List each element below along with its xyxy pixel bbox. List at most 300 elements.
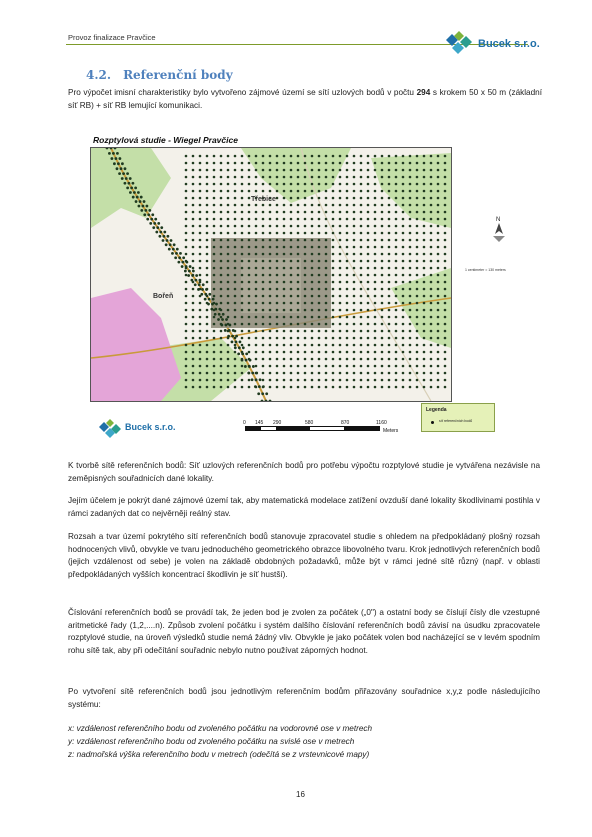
reference-point — [318, 253, 321, 256]
reference-point — [325, 302, 328, 305]
road-reference-point — [249, 359, 252, 362]
reference-point — [402, 204, 405, 207]
reference-point — [374, 379, 377, 382]
reference-point — [185, 281, 188, 284]
reference-point — [297, 330, 300, 333]
reference-point — [437, 379, 440, 382]
reference-point — [276, 190, 279, 193]
reference-point — [437, 372, 440, 375]
reference-point — [304, 365, 307, 368]
road-reference-point — [154, 218, 157, 221]
reference-point — [290, 274, 293, 277]
reference-point — [367, 197, 370, 200]
reference-point — [290, 365, 293, 368]
reference-point — [192, 316, 195, 319]
reference-point — [346, 260, 349, 263]
reference-point — [297, 295, 300, 298]
reference-point — [283, 302, 286, 305]
reference-point — [388, 330, 391, 333]
scale-segment — [309, 426, 345, 431]
reference-point — [416, 323, 419, 326]
reference-point — [199, 309, 202, 312]
reference-point — [206, 274, 209, 277]
reference-point — [444, 372, 447, 375]
road-reference-point — [144, 209, 147, 212]
reference-point — [248, 267, 251, 270]
reference-point — [185, 344, 188, 347]
road-reference-point — [231, 340, 234, 343]
reference-point — [346, 169, 349, 172]
reference-point — [262, 155, 265, 158]
reference-point — [262, 358, 265, 361]
reference-point — [402, 358, 405, 361]
reference-point — [416, 246, 419, 249]
reference-point — [269, 155, 272, 158]
reference-point — [199, 239, 202, 242]
reference-point — [199, 190, 202, 193]
road-reference-point — [221, 318, 224, 321]
reference-point — [360, 253, 363, 256]
road-reference-point — [214, 308, 217, 311]
reference-point — [297, 197, 300, 200]
reference-point — [346, 358, 349, 361]
reference-point — [241, 190, 244, 193]
coordinate-x: x: vzdálenost referenčního bodu od zvoleného počátku na vodorovné ose v metrech — [68, 724, 373, 733]
reference-point — [276, 183, 279, 186]
reference-point — [423, 358, 426, 361]
road-reference-point — [150, 218, 153, 221]
reference-point — [367, 302, 370, 305]
reference-point — [311, 372, 314, 375]
reference-point — [339, 197, 342, 200]
reference-point — [304, 358, 307, 361]
reference-point — [213, 372, 216, 375]
road-reference-point — [129, 177, 132, 180]
road-reference-point — [172, 248, 175, 251]
reference-point — [388, 309, 391, 312]
reference-point — [213, 246, 216, 249]
reference-point — [381, 386, 384, 389]
reference-point — [360, 197, 363, 200]
road-reference-point — [259, 378, 262, 381]
reference-point — [227, 155, 230, 158]
reference-point — [388, 365, 391, 368]
road-reference-point — [251, 372, 254, 375]
reference-point — [234, 197, 237, 200]
reference-point — [234, 281, 237, 284]
reference-point — [402, 197, 405, 200]
reference-point — [213, 344, 216, 347]
road-reference-point — [169, 243, 172, 246]
reference-point — [374, 295, 377, 298]
reference-point — [199, 246, 202, 249]
road-reference-point — [208, 293, 211, 296]
reference-point — [381, 337, 384, 340]
reference-point — [227, 211, 230, 214]
reference-point — [206, 218, 209, 221]
road-reference-point — [225, 318, 228, 321]
scale-tick: 1160 — [376, 420, 387, 426]
reference-point — [402, 316, 405, 319]
reference-point — [402, 211, 405, 214]
reference-point — [192, 330, 195, 333]
figure-logo-text: Bucek s.r.o. — [125, 422, 176, 432]
reference-point — [255, 267, 258, 270]
road-reference-point — [197, 288, 200, 291]
reference-point — [192, 337, 195, 340]
reference-point — [311, 344, 314, 347]
reference-point — [297, 211, 300, 214]
reference-point — [234, 316, 237, 319]
reference-point — [423, 344, 426, 347]
reference-point — [332, 344, 335, 347]
paragraph: Jejím účelem je pokrýt dané zájmové území tak, aby matematická modelace zatížení ovzduší dané lokality škodlivinami postihla v rámci zadaných dat co nejvěrněji reálný stav. — [68, 496, 540, 518]
reference-point — [213, 337, 216, 340]
reference-point — [367, 239, 370, 242]
reference-point — [346, 316, 349, 319]
reference-point — [409, 365, 412, 368]
reference-point — [318, 211, 321, 214]
road-reference-point — [247, 372, 250, 375]
reference-point — [437, 260, 440, 263]
reference-point — [185, 365, 188, 368]
reference-point — [283, 344, 286, 347]
reference-point — [262, 183, 265, 186]
road-reference-point — [178, 256, 181, 259]
road-reference-point — [189, 265, 192, 268]
reference-point — [297, 316, 300, 319]
reference-point — [430, 267, 433, 270]
paragraph: Číslování referenčních bodů se provádí tak, že jeden bod je zvolen za počátek („0") a ostatní body se číslují čísly dle vzestupné aritmetické řady (1,2,....n). Způsob zvolení počátku i systém dalšího číslování referenčních bodů závisí na úsudku zpracovatele rozptylové studie, na úroveň výsledků studie nemá žádný vliv. Obvykle je jako počátek volen bod nacházející se v levém spodním rohu sítě tak, aby při odečítání souřadnic nebylo nutno používat záporných hodnot. — [68, 608, 540, 655]
road-reference-point — [173, 243, 176, 246]
reference-point — [444, 162, 447, 165]
reference-point — [241, 183, 244, 186]
reference-point — [381, 365, 384, 368]
reference-point — [227, 260, 230, 263]
road-reference-point — [110, 157, 113, 160]
north-arrow-icon — [489, 214, 509, 244]
reference-point — [339, 267, 342, 270]
reference-point — [318, 246, 321, 249]
reference-point — [381, 351, 384, 354]
reference-point — [353, 253, 356, 256]
reference-point — [262, 162, 265, 165]
reference-point — [346, 372, 349, 375]
reference-point — [213, 162, 216, 165]
reference-point — [395, 365, 398, 368]
reference-point — [290, 386, 293, 389]
reference-point — [213, 386, 216, 389]
road-reference-point — [147, 213, 150, 216]
reference-point — [199, 316, 202, 319]
reference-point — [381, 232, 384, 235]
reference-point — [409, 379, 412, 382]
reference-point — [269, 351, 272, 354]
reference-point — [388, 302, 391, 305]
reference-point — [185, 239, 188, 242]
reference-point — [269, 337, 272, 340]
reference-point — [423, 372, 426, 375]
reference-point — [402, 176, 405, 179]
reference-point — [248, 218, 251, 221]
reference-point — [339, 330, 342, 333]
reference-point — [311, 351, 314, 354]
reference-point — [206, 267, 209, 270]
reference-point — [262, 330, 265, 333]
road-reference-point — [210, 308, 213, 311]
reference-point — [402, 155, 405, 158]
reference-point — [346, 239, 349, 242]
reference-point — [206, 323, 209, 326]
reference-point — [248, 176, 251, 179]
reference-point — [290, 183, 293, 186]
reference-point — [388, 323, 391, 326]
reference-point — [395, 190, 398, 193]
reference-point — [444, 337, 447, 340]
legend-title: Legenda — [426, 407, 447, 413]
reference-point — [199, 169, 202, 172]
reference-point — [353, 365, 356, 368]
intro-bold-count: 294 — [416, 88, 431, 97]
reference-point — [430, 260, 433, 263]
reference-point — [444, 218, 447, 221]
reference-point — [290, 162, 293, 165]
reference-point — [262, 365, 265, 368]
reference-point — [416, 204, 419, 207]
reference-point — [437, 183, 440, 186]
reference-point — [339, 358, 342, 361]
reference-point — [220, 302, 223, 305]
reference-point — [360, 204, 363, 207]
reference-point — [213, 351, 216, 354]
reference-point — [381, 246, 384, 249]
reference-point — [297, 246, 300, 249]
reference-point — [311, 288, 314, 291]
reference-point — [213, 155, 216, 158]
reference-point — [360, 302, 363, 305]
reference-point — [444, 302, 447, 305]
road-reference-point — [242, 346, 245, 349]
reference-point — [360, 344, 363, 347]
reference-point — [381, 155, 384, 158]
reference-point — [367, 176, 370, 179]
reference-point — [199, 232, 202, 235]
reference-point — [416, 274, 419, 277]
reference-point — [409, 281, 412, 284]
reference-point — [374, 225, 377, 228]
reference-point — [213, 232, 216, 235]
road-reference-point — [238, 346, 241, 349]
reference-point — [283, 288, 286, 291]
reference-point — [325, 358, 328, 361]
reference-point — [290, 155, 293, 158]
reference-point — [290, 309, 293, 312]
reference-point — [227, 218, 230, 221]
reference-point — [255, 169, 258, 172]
reference-point — [192, 386, 195, 389]
reference-point — [262, 190, 265, 193]
reference-point — [437, 211, 440, 214]
reference-point — [304, 351, 307, 354]
road-reference-point — [142, 205, 145, 208]
reference-point — [220, 232, 223, 235]
reference-point — [185, 204, 188, 207]
reference-point — [374, 358, 377, 361]
reference-point — [430, 155, 433, 158]
reference-point — [332, 176, 335, 179]
reference-point — [227, 162, 230, 165]
reference-point — [332, 302, 335, 305]
reference-point — [325, 344, 328, 347]
reference-point — [192, 351, 195, 354]
reference-point — [185, 169, 188, 172]
reference-point — [283, 232, 286, 235]
reference-point — [346, 323, 349, 326]
legend-item-label: síť referenčních bodů — [439, 419, 473, 423]
reference-point — [374, 232, 377, 235]
reference-point — [311, 302, 314, 305]
reference-point — [332, 232, 335, 235]
reference-point — [234, 169, 237, 172]
reference-point — [234, 386, 237, 389]
reference-point — [192, 176, 195, 179]
reference-point — [339, 288, 342, 291]
reference-point — [206, 246, 209, 249]
reference-point — [374, 386, 377, 389]
reference-point — [185, 232, 188, 235]
road-reference-point — [166, 235, 169, 238]
reference-point — [423, 323, 426, 326]
intro-paragraph — [68, 86, 542, 112]
reference-point — [185, 288, 188, 291]
reference-point — [346, 176, 349, 179]
reference-point — [430, 358, 433, 361]
reference-point — [430, 379, 433, 382]
reference-point — [297, 281, 300, 284]
reference-point — [437, 316, 440, 319]
reference-point — [255, 246, 258, 249]
road-reference-point — [162, 235, 165, 238]
road-reference-point — [261, 392, 264, 395]
reference-point — [374, 246, 377, 249]
reference-point — [367, 246, 370, 249]
reference-point — [311, 176, 314, 179]
reference-point — [234, 162, 237, 165]
road-reference-point — [126, 172, 129, 175]
reference-point — [353, 309, 356, 312]
reference-point — [262, 351, 265, 354]
reference-point — [360, 267, 363, 270]
reference-point — [206, 197, 209, 200]
reference-point — [234, 302, 237, 305]
reference-point — [423, 274, 426, 277]
road-reference-point — [156, 226, 159, 229]
reference-point — [311, 204, 314, 207]
reference-point — [248, 344, 251, 347]
reference-point — [395, 330, 398, 333]
reference-point — [367, 232, 370, 235]
reference-point — [318, 302, 321, 305]
reference-point — [325, 239, 328, 242]
reference-point — [262, 204, 265, 207]
reference-point — [360, 379, 363, 382]
reference-point — [339, 309, 342, 312]
reference-point — [402, 190, 405, 193]
reference-point — [283, 379, 286, 382]
reference-point — [262, 323, 265, 326]
reference-point — [339, 225, 342, 228]
road-reference-point — [113, 162, 116, 165]
reference-point — [381, 218, 384, 221]
reference-point — [199, 330, 202, 333]
reference-point — [423, 379, 426, 382]
reference-point — [388, 260, 391, 263]
reference-point — [248, 295, 251, 298]
reference-point — [437, 274, 440, 277]
reference-point — [325, 316, 328, 319]
reference-point — [318, 162, 321, 165]
reference-point — [255, 190, 258, 193]
reference-point — [248, 316, 251, 319]
reference-point — [192, 218, 195, 221]
reference-point — [430, 225, 433, 228]
reference-point — [262, 302, 265, 305]
reference-point — [388, 316, 391, 319]
reference-point — [297, 351, 300, 354]
reference-point — [318, 232, 321, 235]
road-reference-point — [198, 283, 201, 286]
reference-point — [318, 239, 321, 242]
reference-point — [332, 260, 335, 263]
reference-point — [325, 309, 328, 312]
reference-point — [409, 288, 412, 291]
reference-point — [318, 197, 321, 200]
reference-point — [360, 183, 363, 186]
road-reference-point — [124, 182, 127, 185]
reference-point — [248, 386, 251, 389]
reference-point — [269, 176, 272, 179]
reference-point — [269, 260, 272, 263]
road-reference-point — [202, 283, 205, 286]
reference-point — [374, 211, 377, 214]
reference-point — [325, 204, 328, 207]
reference-point — [360, 323, 363, 326]
reference-point — [402, 323, 405, 326]
reference-point — [374, 316, 377, 319]
reference-point — [374, 281, 377, 284]
reference-point — [220, 211, 223, 214]
reference-point — [381, 225, 384, 228]
reference-point — [444, 204, 447, 207]
reference-point — [395, 246, 398, 249]
reference-point — [248, 330, 251, 333]
reference-point — [283, 337, 286, 340]
reference-point — [444, 323, 447, 326]
reference-point — [402, 337, 405, 340]
reference-point — [276, 211, 279, 214]
reference-point — [360, 351, 363, 354]
reference-point — [332, 246, 335, 249]
reference-point — [185, 330, 188, 333]
reference-point — [311, 337, 314, 340]
reference-point — [220, 274, 223, 277]
reference-point — [192, 309, 195, 312]
reference-point — [185, 323, 188, 326]
reference-point — [199, 162, 202, 165]
reference-point — [325, 267, 328, 270]
reference-point — [185, 295, 188, 298]
road-reference-point — [179, 252, 182, 255]
